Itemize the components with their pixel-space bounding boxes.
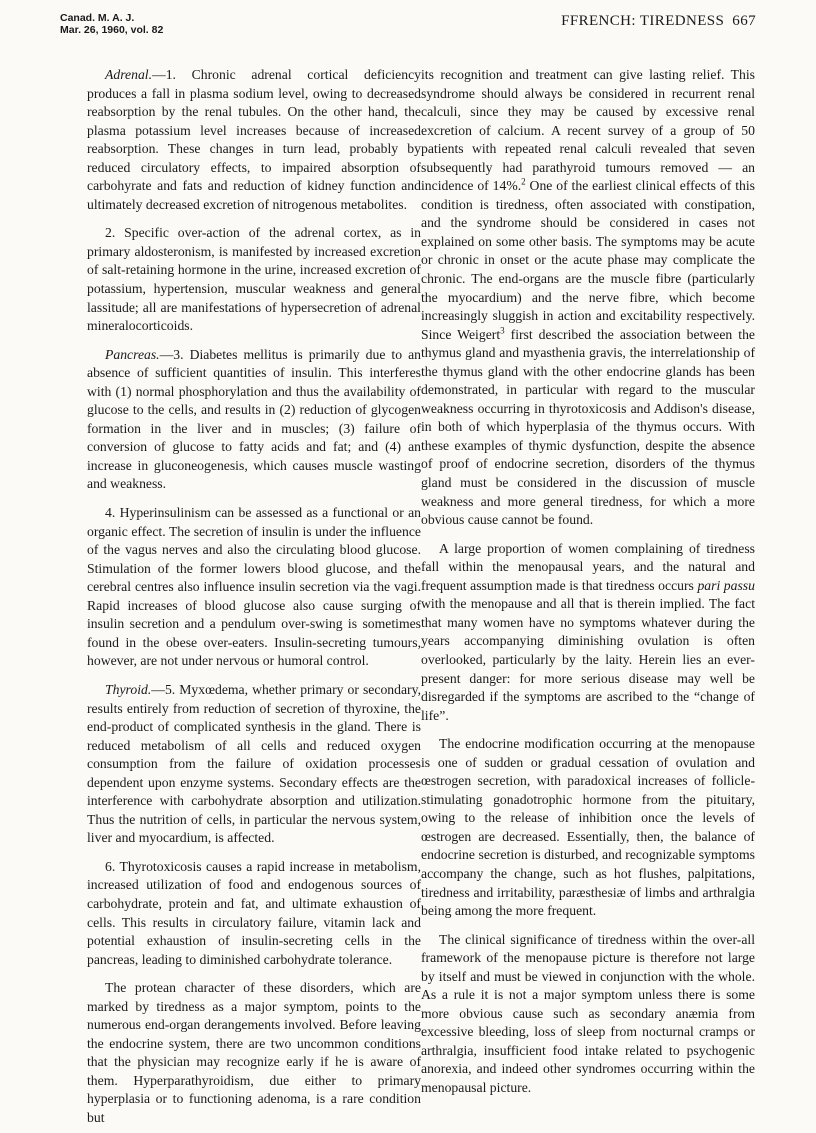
paragraph-clinical-significance: The clinical significance of tiredness within the over-all framework of the menopause picture is therefore not large by itself and must be viewed in conjunction with the whole. As a rule it is not a major symptom unless there is some more obvious cause such as secondary anæmia from excessive bleeding, loss of sleep from nocturnal cramps or arthralgia, insufficient food intake related to psychogenic anorexia, and indeed other syndromes occurring within the menopausal picture. — [421, 931, 755, 1095]
journal-date-volume: Mar. 26, 1960, vol. 82 — [60, 24, 164, 36]
paragraph-hyperinsulinism-4: 4. Hyperinsulinism can be assessed as a functional or an organic effect. The secretion of insulin is under the influence of the vagus nerves and also the circulating blood glucose. Stimulation of the former lowers blood glucose, and the cerebral centres also influence insulin secretion via the vagi. Rapid increases of blood glucose also cause surging of insulin secretion and a pendulum over-swing is sometimes found in the obese over-eaters. Insulin-secreting tumours, however, are not under nervous or humoral control. — [87, 505, 421, 669]
section-lead-adrenal: Adrenal. — [105, 67, 153, 82]
journal-citation — [60, 12, 163, 36]
journal-name: Canad. M. A. J. — [60, 12, 135, 24]
paragraph-text: with the menopause and all that is therein implied. The fact that many women have no symptoms whatever during the years accompanying diminishing ovulation is often overlooked, particularly by the laity. Herein lies an ever-present danger: for more serious disease may well be disregarded if the symptoms are ascribed to the “change of life”. — [421, 596, 755, 723]
paragraph-protean-character: The protean character of these disorders, which are marked by tiredness as a major symptom, points to the numerous end-organ derangements involved. Before leaving the endocrine system, there are two uncommon conditions that the physician may recognize early if he is aware of them. Hyperparathyroidism, due either to primary hyperplasia or to functioning adenoma, is a rare condition but — [87, 980, 421, 1125]
paragraph-text: —5. Myxœdema, whether primary or secondary, results entirely from reduction of secretion of thyroxine, the end-product of complicated synthesis in the gland. There is reduced metabolism of all cells and reduced oxygen consumption from the failure of oxidation processes dependent upon enzyme systems. Secondary effects are the interference with carbohydrate absorption and utilization. Thus the nutrition of cells, in particular the nervous system, liver and myocardium, is affected. — [87, 681, 421, 846]
paragraph-thyrotoxicosis-6: 6. Thyrotoxicosis causes a rapid increase in metabolism, increased utilization of food and endogenous sources of carbohydrate, protein and fat, and ultimate exhaustion of cells. This results in circulatory failure, vitamin lack and potential exhaustion of insulin-secreting cells in the pancreas, leading to diminished carbohydrate tolerance. — [87, 858, 421, 967]
paragraph-text: first described the association between the thymus gland and myasthenia gravis, the interrelationship of the thymus gland with the other endocrine glands has been demonstrated, in particular with regard to the muscular weakness occurring in thyrotoxicosis and Addison's disease, in both of which hyperplasia of the thymus occurs. With these examples of thymic dysfunction, despite the absence of proof of endocrine secretion, disorders of the thymus gland must be considered in the discussion of muscle weakness and more general tiredness, for which a more obvious cause cannot be found. — [421, 326, 755, 528]
latin-phrase: pari passu — [697, 577, 755, 593]
paragraph-thyroid-5 — [87, 681, 421, 848]
section-lead-thyroid: Thyroid. — [105, 681, 152, 697]
paragraph-text: A large proportion of women complaining of tiredness fall within the menopausal years, and the natural and frequent assumption made is that tiredness occurs — [421, 540, 755, 593]
paragraph-text: its recognition and treatment can give lasting relief. This syndrome should always be considered in recurrent renal calculi, since they may be caused by excessive renal excretion of calcium. A recent survey of a group of 50 patients with repeated renal calculi revealed that seven subsequently had parathyroid tumours removed — an incidence of 14%. — [421, 67, 755, 194]
paragraph-endocrine-modification: The endocrine modification occurring at the menopause is one of sudden or gradual cessation of ovulation and œstrogen secretion, with paradoxical increases of follicle-stimulating gonadotrophic hormone from the pituitary, owing to the release of inhibition once the levels of œstrogen are decreased. Essentially, then, the balance of endocrine secretion is disturbed, and recognizable symptoms accompany the change, such as hot flushes, palpitations, tiredness and irritability, paræsthesiæ of limbs and arthralgia being among the more frequent. — [421, 736, 755, 919]
paragraph-adrenal-1 — [87, 66, 421, 214]
paragraph-pancreas-3 — [87, 346, 421, 494]
citation-superscript: 3 — [500, 325, 505, 336]
paragraph-text: One of the earliest clinical effects of this condition is tiredness, often associated with constipation, and the syndrome should be considered in cases not explained on some other basis. The symptoms may be acute or chronic in onset or the acute phase may complicate the chronic. The end-organs are the muscle fibre (particularly the myocardium) and the nerve fibre, which become increasingly sluggish in action and excitability respectively. Since Weigert — [421, 178, 755, 342]
left-column — [87, 66, 421, 1128]
right-column — [421, 66, 755, 1098]
paragraph-text: —1. Chronic adrenal cortical deficiency produces a fall in plasma sodium level, owing to decreased reabsorption by the renal tubules. On the other hand, the plasma potassium level increases because of increased reabsorption. These changes in turn lead, probably by reduced circulatory effects, to impaired absorption of carbohyrate and fats and reduction of kidney function and ultimately decreased excretion of nitrogenous metabolites. — [87, 67, 421, 212]
section-lead-pancreas: Pancreas. — [105, 346, 160, 362]
paragraph-hyperparathyroidism — [421, 66, 755, 530]
citation-superscript: 2 — [521, 176, 526, 187]
paragraph-menopause-tiredness — [421, 540, 755, 725]
paragraph-text: —3. Diabetes mellitus is primarily due to an absence of sufficient quantities of insulin. This interferes with (1) normal phosphorylation and thus the availability of glucose to the cells, and results in (2) reduction of glycogen formation in the liver and in muscles; (3) failure of conversion of glucose to fatty acids and fat; and (4) an increase in gluconeogenesis, which causes muscle wasting and weakness. — [87, 346, 421, 492]
running-title: FFRENCH: TIREDNESS — [561, 13, 725, 29]
running-header — [561, 13, 756, 30]
paragraph-adrenal-2: 2. Specific over-action of the adrenal cortex, as in primary aldosteronism, is manifested by increased excretion of salt-retaining hormone in the urine, increased excretion of potassium, hypertension, muscular weakness and general lassitude; all are manifestations of hypersecretion of adrenal mineralocorticoids. — [87, 225, 421, 334]
page-number: 667 — [732, 13, 756, 29]
